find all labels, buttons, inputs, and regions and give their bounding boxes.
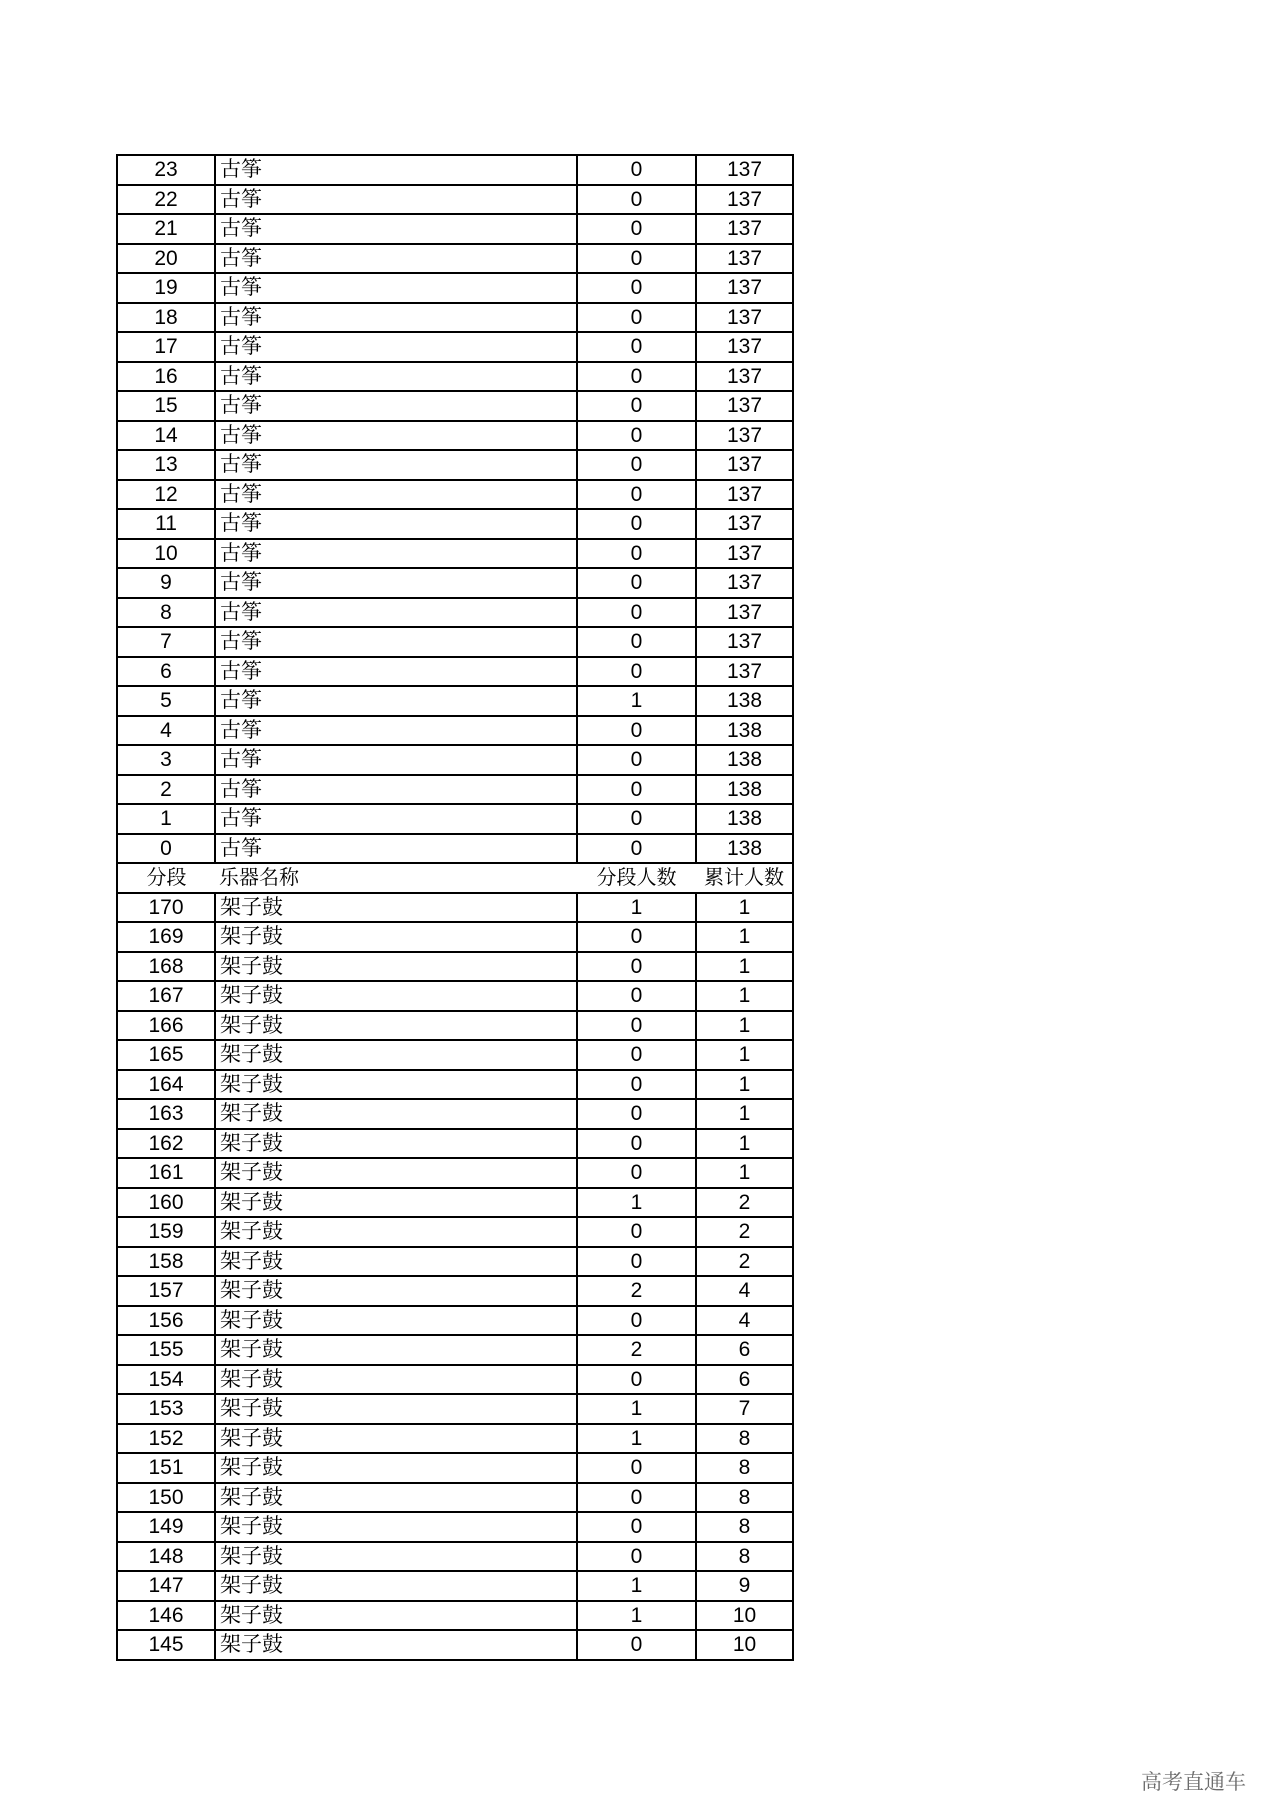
cell-score: 14 [117,421,215,451]
cell-score: 3 [117,745,215,775]
table-row [117,1129,793,1159]
cell-segment-count: 0 [577,362,696,392]
cell-cumulative-count: 4 [696,1276,793,1306]
cell-score: 22 [117,185,215,215]
cell-instrument: 古筝 [215,155,577,185]
cell-score: 154 [117,1365,215,1395]
cell-instrument: 架子鼓 [215,1040,577,1070]
guzheng-section [117,155,793,863]
table-row [117,332,793,362]
cell-instrument: 架子鼓 [215,1188,577,1218]
cell-score: 150 [117,1483,215,1513]
cell-score: 163 [117,1099,215,1129]
table-row [117,1011,793,1041]
cell-instrument: 架子鼓 [215,893,577,923]
cell-cumulative-count: 137 [696,391,793,421]
table-row [117,1158,793,1188]
cell-cumulative-count: 8 [696,1453,793,1483]
cell-instrument: 架子鼓 [215,1070,577,1100]
cell-cumulative-count: 2 [696,1217,793,1247]
table-row [117,1512,793,1542]
cell-score: 170 [117,893,215,923]
cell-segment-count: 0 [577,273,696,303]
cell-score: 4 [117,716,215,746]
cell-score: 13 [117,450,215,480]
cell-score: 11 [117,509,215,539]
cell-cumulative-count: 1 [696,1040,793,1070]
cell-instrument: 架子鼓 [215,1099,577,1129]
cell-instrument: 古筝 [215,627,577,657]
cell-score: 153 [117,1394,215,1424]
cell-instrument: 架子鼓 [215,1394,577,1424]
table-row [117,716,793,746]
cell-score: 160 [117,1188,215,1218]
cell-cumulative-count: 10 [696,1630,793,1660]
cell-instrument: 架子鼓 [215,1335,577,1365]
cell-segment-count: 0 [577,1158,696,1188]
table-row [117,155,793,185]
table-row [117,1070,793,1100]
cell-score: 167 [117,981,215,1011]
cell-instrument: 架子鼓 [215,1247,577,1277]
table-row [117,480,793,510]
cell-segment-count: 0 [577,1129,696,1159]
cell-score: 17 [117,332,215,362]
cell-segment-count: 0 [577,1453,696,1483]
cell-cumulative-count: 1 [696,1070,793,1100]
cell-segment-count: 0 [577,303,696,333]
table-row [117,745,793,775]
cell-score: 156 [117,1306,215,1336]
cell-instrument: 古筝 [215,834,577,864]
cell-score: 5 [117,686,215,716]
table-row [117,539,793,569]
cell-cumulative-count: 1 [696,952,793,982]
cell-segment-count: 0 [577,332,696,362]
cell-segment-count: 0 [577,155,696,185]
cell-cumulative-count: 8 [696,1542,793,1572]
cell-instrument: 架子鼓 [215,952,577,982]
cell-score: 6 [117,657,215,687]
table-row [117,568,793,598]
cell-segment-count: 0 [577,185,696,215]
table-row [117,509,793,539]
cell-instrument: 架子鼓 [215,1306,577,1336]
cell-cumulative-count: 137 [696,539,793,569]
cell-instrument: 古筝 [215,686,577,716]
cell-instrument: 架子鼓 [215,1453,577,1483]
cell-instrument: 架子鼓 [215,1512,577,1542]
table-row [117,952,793,982]
cell-instrument: 古筝 [215,273,577,303]
cell-instrument: 古筝 [215,244,577,274]
cell-score: 20 [117,244,215,274]
cell-score: 2 [117,775,215,805]
table-row [117,1394,793,1424]
table-row [117,362,793,392]
cell-segment-count: 0 [577,214,696,244]
cell-segment-count: 2 [577,1276,696,1306]
cell-score: 155 [117,1335,215,1365]
cell-instrument: 架子鼓 [215,981,577,1011]
table-row [117,1040,793,1070]
cell-score: 164 [117,1070,215,1100]
cell-segment-count: 1 [577,1424,696,1454]
cell-segment-count: 0 [577,1217,696,1247]
cell-segment-count: 0 [577,804,696,834]
cell-segment-count: 0 [577,716,696,746]
cell-score: 10 [117,539,215,569]
cell-segment-count: 0 [577,657,696,687]
cell-instrument: 古筝 [215,775,577,805]
cell-score: 0 [117,834,215,864]
watermark-text: 高考直通车 [1141,1770,1246,1794]
cell-score: 166 [117,1011,215,1041]
cell-cumulative-count: 1 [696,981,793,1011]
cell-instrument: 架子鼓 [215,1424,577,1454]
cell-instrument: 古筝 [215,185,577,215]
cell-cumulative-count: 1 [696,1099,793,1129]
cell-segment-count: 0 [577,1040,696,1070]
cell-score: 12 [117,480,215,510]
cell-cumulative-count: 9 [696,1571,793,1601]
table-row [117,450,793,480]
cell-score: 158 [117,1247,215,1277]
cell-segment-count: 0 [577,834,696,864]
cell-cumulative-count: 6 [696,1365,793,1395]
cell-cumulative-count: 137 [696,185,793,215]
cell-cumulative-count: 137 [696,273,793,303]
cell-cumulative-count: 137 [696,155,793,185]
cell-segment-count: 0 [577,1011,696,1041]
cell-score: 147 [117,1571,215,1601]
cell-segment-count: 0 [577,922,696,952]
cell-cumulative-count: 137 [696,480,793,510]
cell-instrument: 古筝 [215,539,577,569]
cell-segment-count: 0 [577,421,696,451]
cell-instrument: 架子鼓 [215,1601,577,1631]
cell-instrument: 架子鼓 [215,1571,577,1601]
cell-instrument: 古筝 [215,745,577,775]
cell-score: 151 [117,1453,215,1483]
cell-score: 18 [117,303,215,333]
cell-instrument: 架子鼓 [215,1630,577,1660]
cell-instrument: 架子鼓 [215,1158,577,1188]
cell-segment-count: 0 [577,568,696,598]
table-row [117,1306,793,1336]
cell-score: 165 [117,1040,215,1070]
cell-segment-count: 0 [577,244,696,274]
cell-segment-count: 1 [577,1188,696,1218]
cell-cumulative-count: 137 [696,303,793,333]
cell-segment-count: 0 [577,539,696,569]
cell-instrument: 架子鼓 [215,1483,577,1513]
cell-score: 162 [117,1129,215,1159]
cell-score: 168 [117,952,215,982]
table-row [117,834,793,864]
cell-cumulative-count: 4 [696,1306,793,1336]
table-row [117,804,793,834]
table-row [117,1099,793,1129]
table-row [117,775,793,805]
cell-segment-count: 1 [577,686,696,716]
cell-instrument: 古筝 [215,214,577,244]
cell-segment-count: 0 [577,450,696,480]
cell-cumulative-count: 137 [696,568,793,598]
cell-instrument: 古筝 [215,450,577,480]
cell-segment-count: 0 [577,952,696,982]
cell-cumulative-count: 1 [696,1158,793,1188]
cell-segment-count: 2 [577,1335,696,1365]
cell-cumulative-count: 10 [696,1601,793,1631]
cell-segment-count: 0 [577,391,696,421]
cell-segment-count: 0 [577,981,696,1011]
cell-segment-count: 0 [577,1247,696,1277]
cell-instrument: 古筝 [215,332,577,362]
cell-segment-count: 0 [577,1306,696,1336]
table-row [117,185,793,215]
cell-cumulative-count: 138 [696,716,793,746]
cell-segment-count: 0 [577,1365,696,1395]
header-instrument: 乐器名称 [215,863,577,893]
cell-cumulative-count: 137 [696,421,793,451]
cell-score: 15 [117,391,215,421]
cell-instrument: 架子鼓 [215,1276,577,1306]
score-distribution-table [116,154,794,1661]
cell-segment-count: 0 [577,598,696,628]
cell-score: 148 [117,1542,215,1572]
cell-instrument: 架子鼓 [215,1011,577,1041]
cell-cumulative-count: 7 [696,1394,793,1424]
table-row [117,1630,793,1660]
cell-instrument: 古筝 [215,716,577,746]
cell-segment-count: 0 [577,1070,696,1100]
cell-segment-count: 0 [577,1630,696,1660]
cell-instrument: 架子鼓 [215,1217,577,1247]
cell-cumulative-count: 8 [696,1512,793,1542]
table-row [117,1483,793,1513]
table-row [117,214,793,244]
table-row [117,1188,793,1218]
cell-cumulative-count: 2 [696,1247,793,1277]
table-row [117,893,793,923]
cell-instrument: 架子鼓 [215,1365,577,1395]
table-row [117,627,793,657]
cell-instrument: 古筝 [215,362,577,392]
cell-score: 152 [117,1424,215,1454]
cell-cumulative-count: 137 [696,598,793,628]
cell-cumulative-count: 138 [696,775,793,805]
cell-score: 16 [117,362,215,392]
cell-instrument: 古筝 [215,421,577,451]
cell-score: 157 [117,1276,215,1306]
cell-cumulative-count: 137 [696,450,793,480]
cell-segment-count: 1 [577,1394,696,1424]
table-row [117,1247,793,1277]
cell-segment-count: 0 [577,627,696,657]
cell-score: 149 [117,1512,215,1542]
cell-segment-count: 0 [577,1512,696,1542]
header-cumulative-count: 累计人数 [696,863,793,893]
header-row [117,863,793,893]
cell-segment-count: 0 [577,775,696,805]
cell-score: 19 [117,273,215,303]
cell-score: 169 [117,922,215,952]
cell-score: 146 [117,1601,215,1631]
table-row [117,1276,793,1306]
table-row [117,686,793,716]
table-row [117,303,793,333]
header-segment-count: 分段人数 [577,863,696,893]
cell-cumulative-count: 138 [696,834,793,864]
cell-cumulative-count: 137 [696,627,793,657]
cell-cumulative-count: 6 [696,1335,793,1365]
cell-instrument: 古筝 [215,657,577,687]
cell-cumulative-count: 137 [696,657,793,687]
header-score: 分段 [117,863,215,893]
cell-cumulative-count: 137 [696,509,793,539]
table-row [117,598,793,628]
table-row [117,244,793,274]
cell-segment-count: 0 [577,480,696,510]
table-row [117,922,793,952]
table-row [117,1542,793,1572]
cell-cumulative-count: 138 [696,745,793,775]
table-row [117,1571,793,1601]
cell-segment-count: 1 [577,1571,696,1601]
cell-score: 23 [117,155,215,185]
cell-segment-count: 0 [577,1542,696,1572]
cell-score: 159 [117,1217,215,1247]
cell-score: 161 [117,1158,215,1188]
cell-cumulative-count: 1 [696,922,793,952]
cell-segment-count: 1 [577,1601,696,1631]
cell-instrument: 古筝 [215,303,577,333]
cell-cumulative-count: 138 [696,804,793,834]
cell-cumulative-count: 8 [696,1424,793,1454]
table-row [117,1365,793,1395]
cell-instrument: 架子鼓 [215,1129,577,1159]
cell-cumulative-count: 1 [696,893,793,923]
cell-score: 145 [117,1630,215,1660]
cell-score: 9 [117,568,215,598]
table-row [117,421,793,451]
cell-instrument: 古筝 [215,598,577,628]
cell-segment-count: 0 [577,509,696,539]
drumset-section [117,893,793,1660]
cell-cumulative-count: 137 [696,332,793,362]
cell-segment-count: 0 [577,745,696,775]
section-header [117,863,793,893]
table-row [117,657,793,687]
table-row [117,1335,793,1365]
table-row [117,1217,793,1247]
cell-instrument: 古筝 [215,804,577,834]
cell-cumulative-count: 137 [696,362,793,392]
table-row [117,1424,793,1454]
cell-cumulative-count: 2 [696,1188,793,1218]
cell-cumulative-count: 1 [696,1129,793,1159]
cell-score: 7 [117,627,215,657]
table-row [117,1601,793,1631]
table-row [117,273,793,303]
cell-cumulative-count: 1 [696,1011,793,1041]
table-row [117,391,793,421]
table-row [117,1453,793,1483]
cell-instrument: 架子鼓 [215,1542,577,1572]
cell-score: 8 [117,598,215,628]
cell-cumulative-count: 137 [696,214,793,244]
cell-score: 1 [117,804,215,834]
cell-segment-count: 0 [577,1483,696,1513]
cell-instrument: 架子鼓 [215,922,577,952]
cell-score: 21 [117,214,215,244]
cell-segment-count: 1 [577,893,696,923]
cell-instrument: 古筝 [215,480,577,510]
cell-cumulative-count: 137 [696,244,793,274]
cell-segment-count: 0 [577,1099,696,1129]
table-row [117,981,793,1011]
cell-cumulative-count: 138 [696,686,793,716]
cell-instrument: 古筝 [215,509,577,539]
cell-instrument: 古筝 [215,568,577,598]
cell-instrument: 古筝 [215,391,577,421]
cell-cumulative-count: 8 [696,1483,793,1513]
